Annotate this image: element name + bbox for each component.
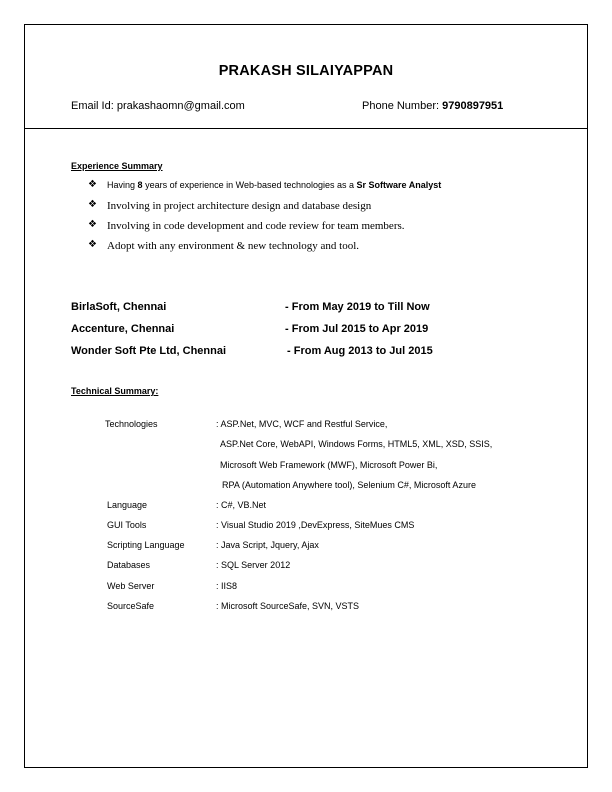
technical-summary-title: Technical Summary:: [71, 386, 159, 396]
technologies-value: : ASP.Net, MVC, WCF and Restful Service,: [216, 419, 388, 429]
diamond-bullet-icon: ❖: [88, 219, 97, 230]
skill-label: Databases: [107, 560, 151, 570]
skill-label: Scripting Language: [107, 540, 185, 550]
role-title: Sr Software Analyst: [356, 180, 442, 190]
diamond-bullet-icon: ❖: [88, 199, 97, 210]
header-divider: [24, 128, 588, 129]
experience-summary-title: Experience Summary: [71, 161, 163, 171]
page-border: [24, 24, 588, 768]
email-label: Email Id:: [71, 100, 114, 112]
employer-name: Accenture, Chennai: [71, 323, 175, 335]
email-line: [71, 100, 245, 112]
technologies-value: RPA (Automation Anywhere tool), Selenium C#, Microsoft Azure: [222, 480, 476, 490]
skill-value: : SQL Server 2012: [216, 560, 291, 570]
employer-name: Wonder Soft Pte Ltd, Chennai: [71, 345, 227, 357]
skill-label: Web Server: [107, 581, 155, 591]
phone-label: Phone Number:: [362, 100, 440, 112]
skill-label: Language: [107, 500, 148, 510]
skill-value: : Java Script, Jquery, Ajax: [216, 540, 319, 550]
phone-value: 9790897951: [442, 100, 504, 112]
skill-value: : IIS8: [216, 581, 238, 591]
skill-label: SourceSafe: [107, 601, 155, 611]
skill-value: : C#, VB.Net: [216, 500, 267, 510]
employer-name: BirlaSoft, Chennai: [71, 301, 167, 313]
experience-item: Adopt with any environment & new technology and tool.: [107, 240, 360, 252]
phone-line: [362, 100, 503, 112]
diamond-bullet-icon: ❖: [88, 239, 97, 250]
experience-item: Involving in code development and code review for team members.: [107, 220, 405, 232]
experience-item: Involving in project architecture design and database design: [107, 200, 372, 212]
employment-period: - From Jul 2015 to Apr 2019: [285, 323, 429, 335]
employment-period: - From May 2019 to Till Now: [285, 301, 430, 313]
skill-value: : Visual Studio 2019 ,DevExpress, SiteMues CMS: [216, 520, 415, 530]
skill-value: : Microsoft SourceSafe, SVN, VSTS: [216, 601, 360, 611]
technologies-label: Technologies: [105, 419, 158, 429]
candidate-name: PRAKASH SILAIYAPPAN: [218, 63, 394, 79]
technologies-value: ASP.Net Core, WebAPI, Windows Forms, HTML5, XML, XSD, SSIS,: [220, 439, 493, 449]
employment-period: - From Aug 2013 to Jul 2015: [287, 345, 433, 357]
diamond-bullet-icon: ❖: [88, 179, 97, 190]
skill-label: GUI Tools: [107, 520, 147, 530]
years-count: 8: [137, 180, 143, 190]
technologies-value: Microsoft Web Framework (MWF), Microsoft Power Bi,: [220, 460, 438, 470]
email-value: prakashaomn@gmail.com: [116, 100, 245, 112]
experience-highlight: Having 8 years of experience in Web-based technologies as a Sr Software Analyst: [107, 180, 442, 190]
